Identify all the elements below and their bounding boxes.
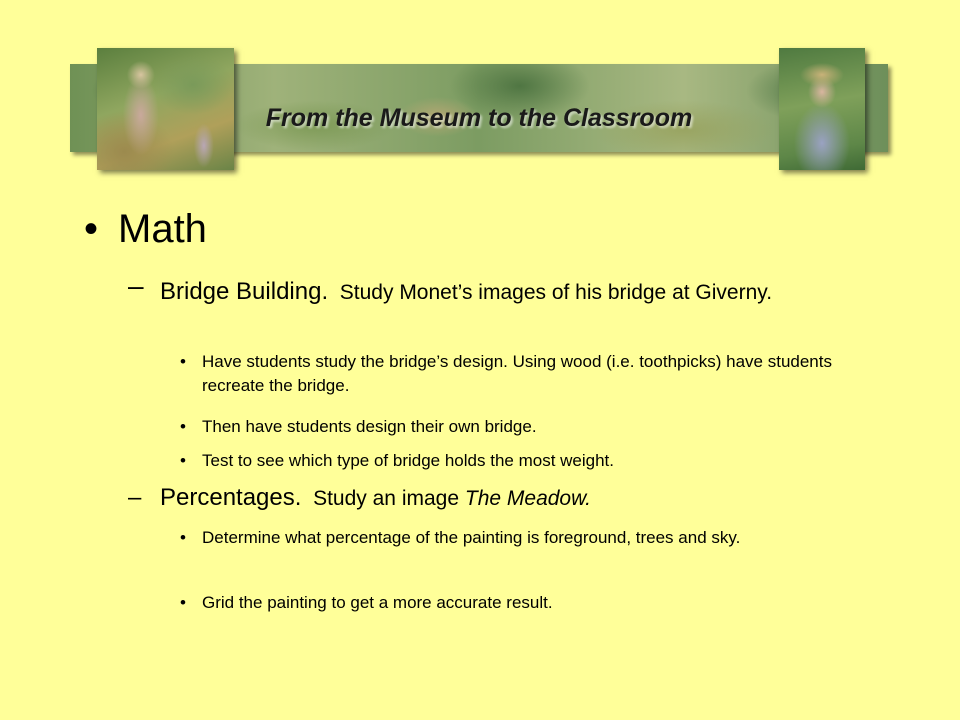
list-item: • Grid the painting to get a more accurate result.	[180, 591, 880, 615]
section-percentages	[128, 482, 868, 515]
bullet-dot-icon: •	[180, 352, 186, 371]
bullet-dot-icon: •	[180, 593, 186, 612]
main-bullet	[84, 207, 207, 252]
banner-title: From the Museum to the Classroom	[265, 104, 693, 132]
dash-icon: –	[128, 270, 144, 301]
monet-painting-left-image	[97, 48, 234, 170]
section-title: Percentages.	[160, 484, 302, 511]
list-item: • Then have students design their own bridge.	[180, 415, 880, 439]
list-item: • Have students study the bridge’s design. Using wood (i.e. toothpicks) have students recreate the bridge.	[180, 352, 832, 395]
dash-icon: –	[128, 484, 142, 511]
bullet-dot-icon: •	[180, 417, 186, 436]
bullet-dot-icon: •	[180, 528, 186, 547]
painting-title: The Meadow.	[464, 487, 591, 510]
section-title: Bridge Building.	[160, 278, 329, 305]
section-desc: Study an image	[313, 487, 460, 510]
list-item: • Test to see which type of bridge holds the most weight.	[180, 449, 880, 473]
slide-heading: Math	[118, 207, 207, 251]
section-bridge-building	[128, 270, 868, 309]
list-item: • Determine what percentage of the painting is foreground, trees and sky.	[180, 526, 880, 550]
section-desc: Study Monet’s images of his bridge at Giverny.	[339, 281, 773, 304]
monet-painting-right-image	[779, 48, 865, 170]
bullet-dot-icon: •	[180, 451, 186, 470]
bullet-dot-icon: •	[84, 207, 99, 251]
